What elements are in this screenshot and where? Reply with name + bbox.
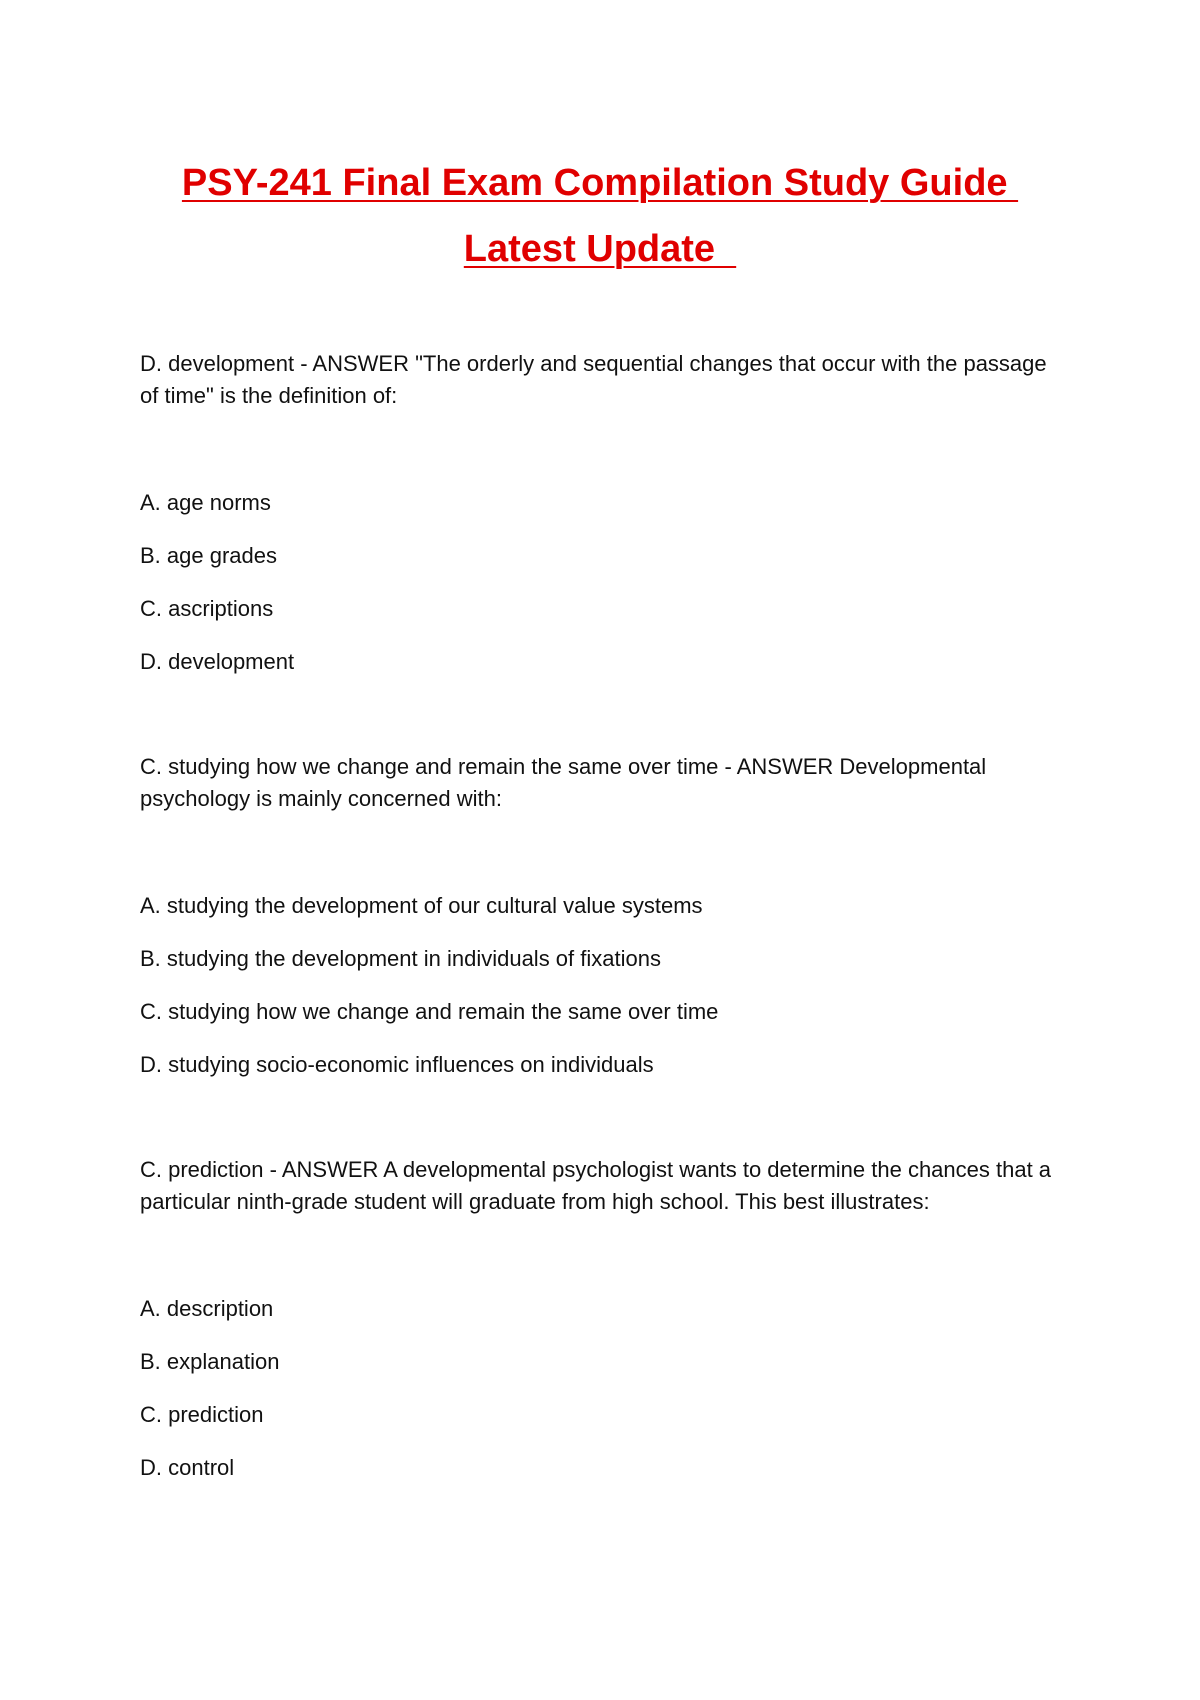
question-1-text: D. development - ANSWER "The orderly and sequential changes that occur with the passage of time" is the definition of:: [140, 351, 1047, 408]
question-1-option-d: D. development: [140, 649, 295, 674]
question-3-option-a: A. description: [140, 1296, 274, 1321]
question-1-option-b: B. age grades: [140, 543, 277, 568]
question-1-option-a: A. age norms: [140, 490, 271, 515]
question-2-option-b: B. studying the development in individuals of fixations: [140, 946, 661, 971]
question-3-option-b: B. explanation: [140, 1349, 280, 1374]
question-2-option-c: C. studying how we change and remain the same over time: [140, 999, 719, 1024]
question-3-options: [140, 1293, 1070, 1505]
question-3-option-d: D. control: [140, 1455, 235, 1480]
question-2-option-d: D. studying socio-economic influences on individuals: [140, 1052, 654, 1077]
title-line-2: Latest Update: [463, 228, 737, 270]
question-2-option-a: A. studying the development of our cultural value systems: [140, 893, 703, 918]
page-title: [0, 150, 1200, 282]
question-1-options: [140, 487, 1070, 699]
question-3-text: C. prediction - ANSWER A developmental psychologist wants to determine the chances that a particular ninth-grade student will graduate from high school. This best illustrates:: [140, 1157, 1052, 1214]
question-2-options: [140, 890, 1070, 1102]
question-list: [140, 348, 1070, 1505]
question-2-text: C. studying how we change and remain the same over time - ANSWER Developmental psychology is mainly concerned with:: [140, 754, 987, 811]
question-1-option-c: C. ascriptions: [140, 596, 274, 621]
question-3-option-c: C. prediction: [140, 1402, 264, 1427]
title-line-1: PSY-241 Final Exam Compilation Study Guide: [181, 162, 1019, 204]
